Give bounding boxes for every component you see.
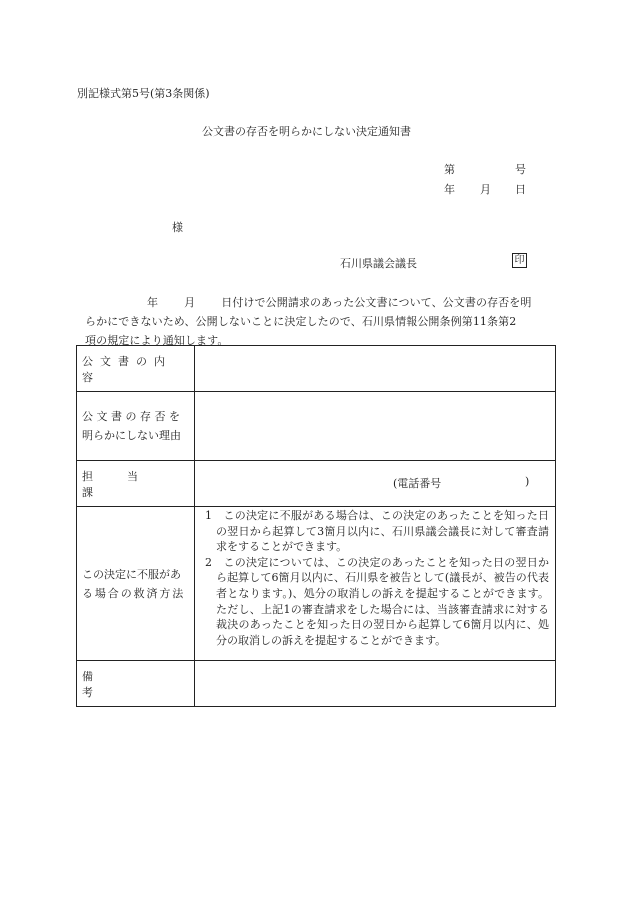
label-document-content — [77, 346, 195, 392]
table-row-reason — [77, 392, 556, 461]
label-remedy-line-1: この決定に不服があ — [82, 567, 181, 581]
label-remedy-line-2: る場合の救済方法 — [82, 586, 186, 600]
label-reason-line-1: 公文書の存否を — [82, 410, 184, 423]
addressee: 様 — [172, 221, 183, 234]
label-reason-line-2: 明らかにしない理由 — [82, 429, 181, 442]
label-reason — [77, 392, 195, 461]
date-month: 月 — [480, 183, 491, 196]
label-department — [77, 461, 195, 507]
body-line-2: らかにできないため、公開しないことに決定したので、石川県情報公開条例第11条第2 — [85, 315, 517, 328]
label-remarks — [77, 661, 195, 707]
value-department[interactable] — [195, 461, 556, 507]
table-row-department — [77, 461, 556, 507]
label-text: 公文書の内容 — [82, 354, 172, 384]
value-remedy — [195, 507, 556, 661]
document-title: 公文書の存否を明らかにしない決定通知書 — [202, 125, 411, 138]
number-label-last: 号 — [515, 163, 526, 176]
details-table — [76, 345, 556, 707]
remedy-item-1: 1 この決定に不服がある場合は、この決定のあったことを知った日の翌日から起算して3箇月以内に、石川県議会議長に対して審査請求をすることができます。 — [205, 509, 549, 554]
value-reason[interactable] — [195, 392, 556, 461]
label-remedy — [77, 507, 195, 661]
phone-close: ) — [525, 475, 530, 488]
seal-mark: 印 — [512, 253, 527, 268]
table-row-remedy — [77, 507, 556, 661]
issuer: 石川県議会議長 — [340, 257, 417, 270]
body-month: 月 — [184, 296, 196, 309]
remedy-item-2: 2 この決定については、この決定のあったことを知った日の翌日から起算して6箇月以内に、石川県を被告として(議長が、被告の代表者となります。)、処分の取消しの訴えを提起することができます。ただし、上記1の審査請求をした場合には、当該審査請求に対する裁決のあったことを知った日の翌日から起算して6箇月以内に、処分の取消しの訴えを提起することができます。 — [205, 555, 549, 647]
value-document-content[interactable] — [195, 346, 556, 392]
date-year: 年 — [444, 183, 455, 196]
date-day: 日 — [515, 183, 526, 196]
number-label-first: 第 — [444, 163, 455, 176]
label-department-text: 担当課 — [82, 469, 172, 499]
phone-label: (電話番号 — [393, 477, 442, 490]
body-line-3: 項の規定により通知します。 — [85, 334, 229, 347]
notice-body — [85, 293, 550, 350]
label-remarks-text: 備考 — [82, 669, 176, 699]
table-row-remarks — [77, 661, 556, 707]
body-year: 年 — [147, 296, 159, 309]
body-line-1-text: 日付けで公開請求のあった公文書について、公文書の存否を明 — [221, 296, 532, 309]
value-remarks[interactable] — [195, 661, 556, 707]
form-id: 別記様式第5号(第3条関係) — [77, 87, 210, 100]
body-line-1 — [88, 293, 550, 312]
table-row-content — [77, 346, 556, 392]
